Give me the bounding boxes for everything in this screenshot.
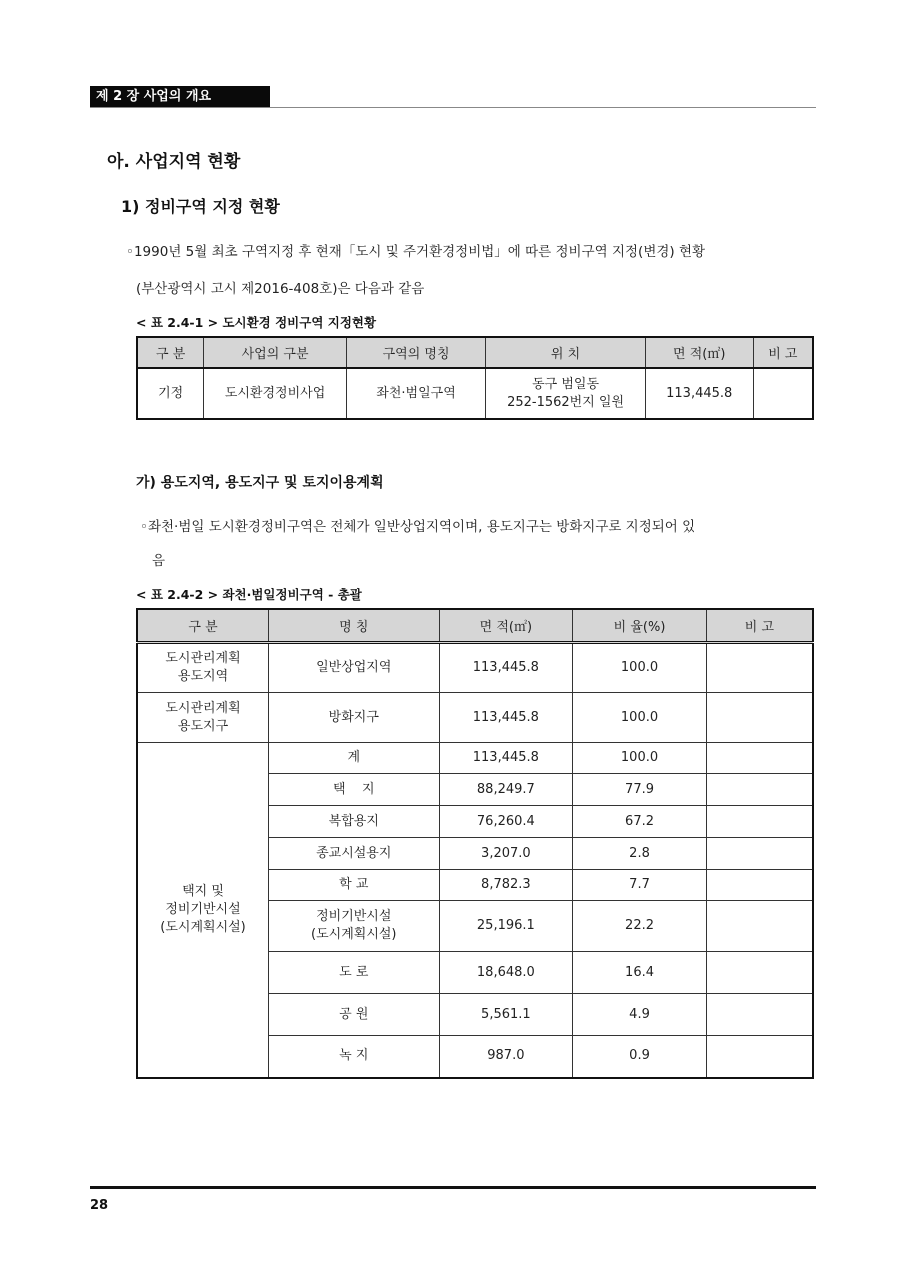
table-cell: 25,196.1 (439, 901, 573, 952)
table-1-header-note: 비 고 (753, 337, 813, 368)
table-cell: 113,445.8 (645, 368, 753, 419)
table-cell: 동구 범일동 252-1562번지 일원 (486, 368, 646, 419)
table-cell: 택지 및 정비기반시설 (도시계획시설) (137, 743, 269, 1078)
table-cell: 100.0 (573, 643, 707, 693)
table-cell: 도시환경정비사업 (204, 368, 347, 419)
paragraph-1-line-1: ◦1990년 5월 최초 구역지정 후 현재「도시 및 주거환경정비법」에 따른 정비구역 지정(변경) 현황 (126, 244, 706, 260)
table-cell: 8,782.3 (439, 870, 573, 901)
table-cell: 113,445.8 (439, 643, 573, 693)
table-cell: 16.4 (573, 952, 707, 994)
table-cell: 4.9 (573, 994, 707, 1036)
table-2-header-ratio: 비 율(%) (573, 609, 707, 643)
paragraph-2-line-1: ◦좌천·범일 도시환경정비구역은 전체가 일반상업지역이며, 용도지구는 방화지구로 지정되어 있 (140, 519, 696, 535)
table-2-header-area: 면 적(㎡) (439, 609, 573, 643)
footer-rule (90, 1186, 816, 1189)
table-1-header-project-type: 사업의 구분 (204, 337, 347, 368)
table-cell: 일반상업지역 (269, 643, 439, 693)
table-cell: 100.0 (573, 693, 707, 743)
table-cell (706, 806, 813, 838)
table-row (137, 643, 813, 693)
table-2-caption: < 표 2.4-2 > 좌천·범일정비구역 - 총괄 (136, 587, 362, 602)
table-cell: 계 (269, 743, 439, 774)
table-cell: 18,648.0 (439, 952, 573, 994)
table-1-caption: < 표 2.4-1 > 도시환경 정비구역 지정현황 (136, 315, 377, 330)
table-cell (706, 743, 813, 774)
table-cell: 도시관리계획 용도지역 (137, 643, 269, 693)
table-cell: 0.9 (573, 1036, 707, 1078)
paragraph-2-line-2: 음 (152, 553, 166, 569)
table-cell: 113,445.8 (439, 743, 573, 774)
table-cell (706, 952, 813, 994)
table-cell: 좌천·범일구역 (346, 368, 486, 419)
table-cell: 정비기반시설 (도시계획시설) (269, 901, 439, 952)
table-cell: 77.9 (573, 774, 707, 806)
table-cell: 67.2 (573, 806, 707, 838)
table-cell: 5,561.1 (439, 994, 573, 1036)
table-cell: 택 지 (269, 774, 439, 806)
summary-table (136, 608, 814, 1079)
table-2-header-note: 비 고 (706, 609, 813, 643)
table-cell (706, 838, 813, 870)
table-cell: 방화지구 (269, 693, 439, 743)
table-cell: 88,249.7 (439, 774, 573, 806)
table-cell: 22.2 (573, 901, 707, 952)
table-cell: 76,260.4 (439, 806, 573, 838)
table-cell: 7.7 (573, 870, 707, 901)
table-row (137, 693, 813, 743)
table-cell: 복합용지 (269, 806, 439, 838)
table-cell (706, 870, 813, 901)
table-cell: 113,445.8 (439, 693, 573, 743)
subsubsection-title: 가) 용도지역, 용도지구 및 토지이용계획 (136, 475, 384, 491)
table-cell: 도시관리계획 용도지구 (137, 693, 269, 743)
table-cell: 3,207.0 (439, 838, 573, 870)
table-cell: 2.8 (573, 838, 707, 870)
table-cell: 녹 지 (269, 1036, 439, 1078)
chapter-header: 제 2 장 사업의 개요 (90, 86, 270, 108)
designation-table (136, 336, 814, 420)
table-row (137, 368, 813, 419)
table-2-header-name: 명 칭 (269, 609, 439, 643)
subsection-title: 1) 정비구역 지정 현황 (121, 197, 280, 216)
table-cell (706, 901, 813, 952)
header-rule (90, 107, 816, 108)
table-cell: 기정 (137, 368, 204, 419)
paragraph-1-line-2: (부산광역시 고시 제2016-408호)은 다음과 같음 (136, 281, 425, 297)
section-title: 아. 사업지역 현황 (107, 152, 241, 172)
table-cell (706, 693, 813, 743)
table-1-header-category: 구 분 (137, 337, 204, 368)
table-cell: 공 원 (269, 994, 439, 1036)
table-cell (706, 994, 813, 1036)
table-cell: 종교시설용지 (269, 838, 439, 870)
table-cell: 100.0 (573, 743, 707, 774)
table-cell (706, 643, 813, 693)
table-row (137, 743, 813, 774)
table-cell (753, 368, 813, 419)
table-cell (706, 1036, 813, 1078)
table-1-header-area-name: 구역의 명칭 (346, 337, 486, 368)
table-1-header-area: 면 적(㎡) (645, 337, 753, 368)
table-2-header-category: 구 분 (137, 609, 269, 643)
table-cell: 987.0 (439, 1036, 573, 1078)
page-number: 28 (90, 1198, 109, 1213)
table-cell: 도 로 (269, 952, 439, 994)
table-cell (706, 774, 813, 806)
table-cell: 학 교 (269, 870, 439, 901)
table-1-header-location: 위 치 (486, 337, 646, 368)
